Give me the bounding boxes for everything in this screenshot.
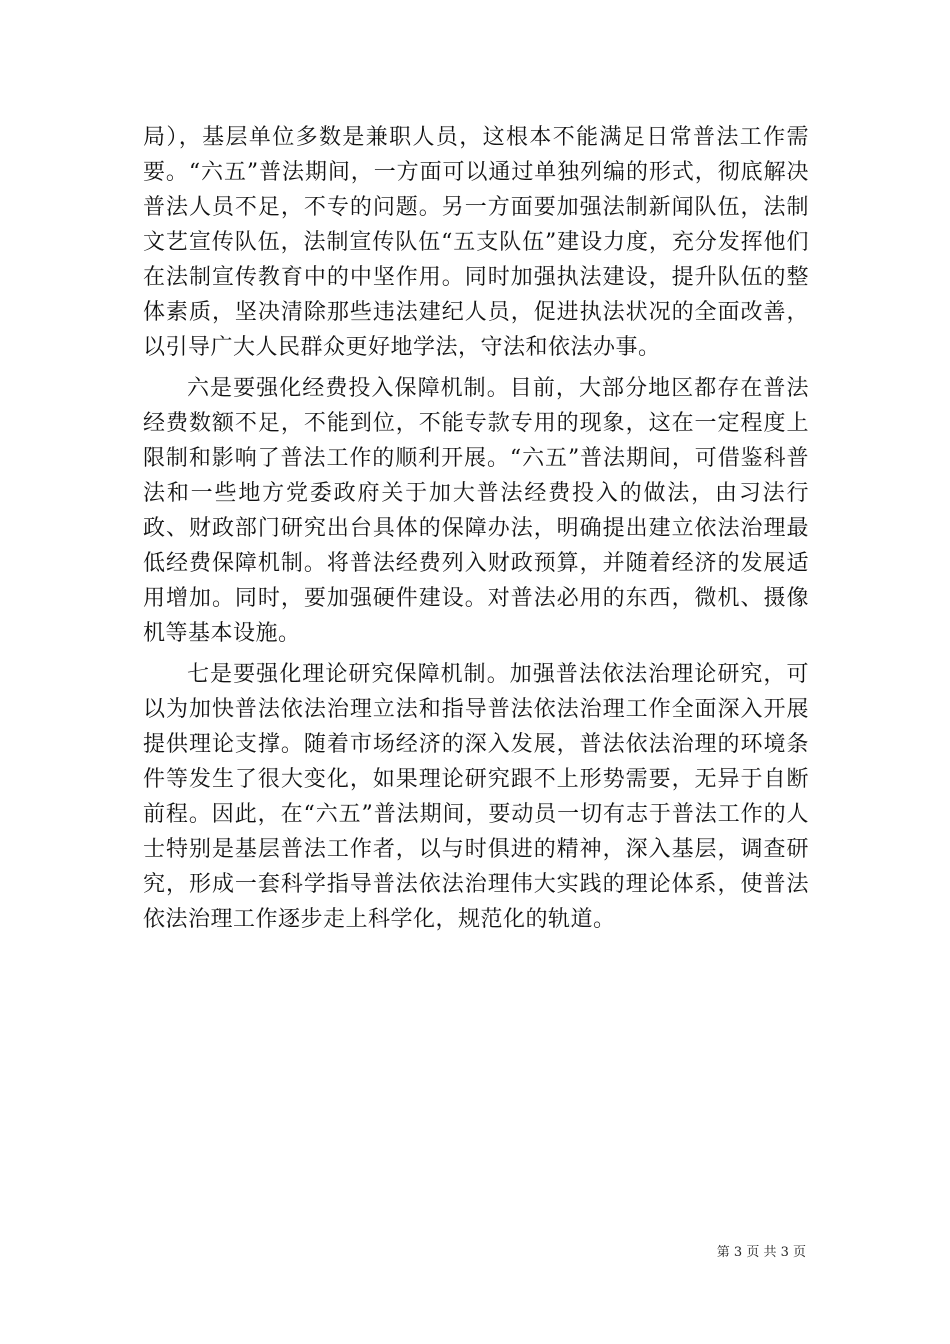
paragraph-funding-mechanism: 六是要强化经费投入保障机制。目前，大部分地区都存在普法经费数额不足，不能到位，不能专款专用的现象，这在一定程度上限制和影响了普法工作的顺利开展。“六五”普法期间，可借鉴科普法和一些地方党委政府关于加大普法经费投入的做法，由习法行政、财政部门研究出台具体的保障办法，明确提出建立依法治理最低经费保障机制。将普法经费列入财政预算，并随着经济的发展适用增加。同时，要加强硬件建设。对普法必用的东西，微机、摄像机等基本设施。 [143, 376, 809, 646]
paragraph-theory-research: 七是要强化理论研究保障机制。加强普法依法治理论研究，可以为加快普法依法治理立法和指导普法依法治理工作全面深入开展提供理论支撑。随着市场经济的深入发展，普法依法治理的环境条件等发生了很大变化，如果理论研究跟不上形势需要，无异于自断前程。因此，在“六五”普法期间，要动员一切有志于普法工作的人士特别是基层普法工作者，以与时俱进的精神，深入基层，调查研究，形成一套科学指导普法依法治理伟大实践的理论体系，使普法依法治理工作逐步走上科学化，规范化的轨道。 [143, 662, 809, 932]
page-number-footer: 第 3 页 共 3 页 [716, 1245, 806, 1260]
paragraph-continuation: 局），基层单位多数是兼职人员，这根本不能满足日常普法工作需要。“六五”普法期间，一方面可以通过单独列编的形式，彻底解决普法人员不足，不专的问题。另一方面要加强法制新闻队伍，法制文艺宣传队伍，法制宣传队伍“五支队伍”建设力度，充分发挥他们在法制宣传教育中的中坚作用。同时加强执法建设，提升队伍的整体素质，坚决清除那些违法建纪人员，促进执法状况的全面改善，以引导广大人民群众更好地学法，守法和依法办事。 [143, 125, 809, 360]
document-body [143, 120, 809, 937]
